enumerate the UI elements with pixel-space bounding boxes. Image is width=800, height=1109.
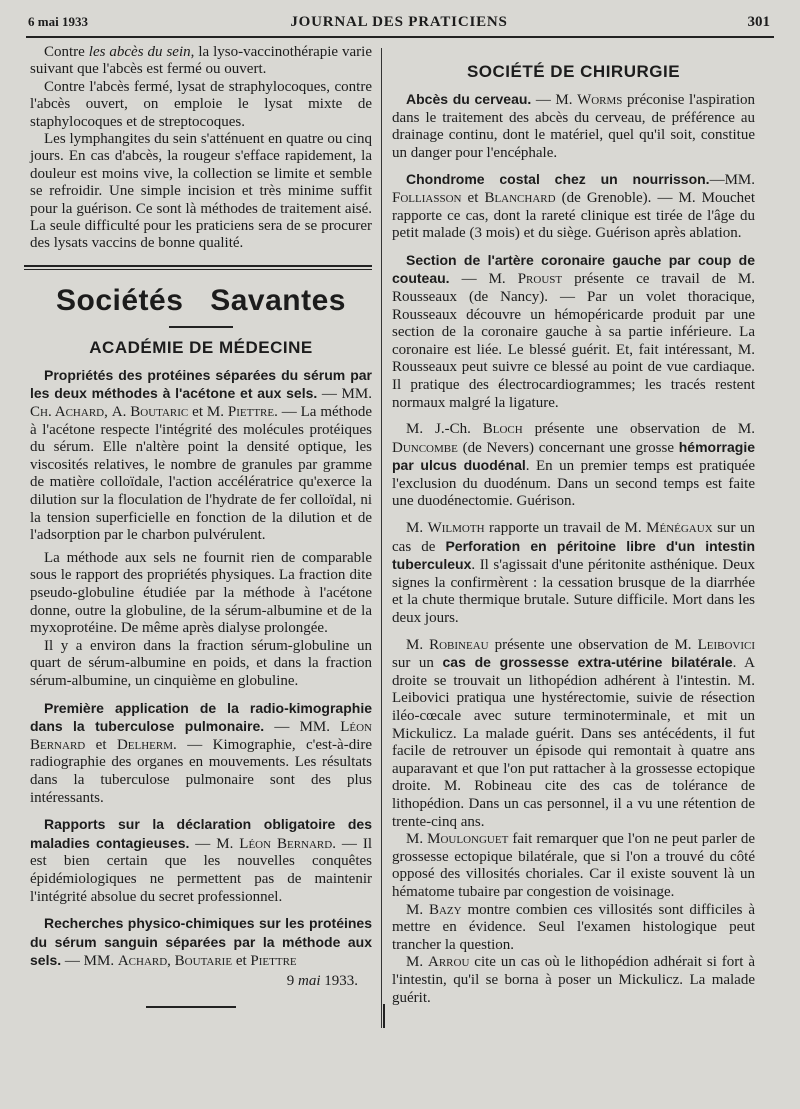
author-name: Boutarie xyxy=(174,953,233,970)
article-proteines-para3: Il y a environ dans la fraction sérum-globuline un quart de sérum-albumine en poids, et dans la fraction sérum-albumine, un cinquième en globuline. xyxy=(30,637,372,689)
text-run: M. xyxy=(406,901,429,918)
text-run: M. xyxy=(406,636,430,653)
article-heading: Première application de la radio-kimographie dans la tuberculose pulmonaire. xyxy=(30,699,372,735)
article-end-rule xyxy=(146,1006,236,1008)
author-name: Achard xyxy=(117,953,168,970)
header-journal-title: JOURNAL DES PRATICIENS xyxy=(290,14,508,30)
article-grossesse-extra-uterine xyxy=(392,637,755,832)
article-artere-coronaire xyxy=(392,252,755,412)
author-name: Bazy xyxy=(428,901,462,918)
intro-para-lymphangites: Les lymphangites du sein s'atténuent en quatre ou cinq jours. En cas d'abcès, la rougeur s'efface rapidement, la douleur est moins vive, la collection se limite et semble se refroidir. Une simple incision et très minime suffit pour la guérison. Ce sont là méthodes de traitement aisé. La seule difficulté pour les praticiens sera de se procurer des lysats vaccins de bonne qualité. xyxy=(30,131,372,252)
author-name: M. Piettre xyxy=(206,404,275,421)
text-run: rapporte un travail de M. xyxy=(484,520,647,537)
text-run: — M. xyxy=(531,92,578,108)
running-header xyxy=(28,14,770,36)
right-column xyxy=(392,44,755,1007)
article-heading: Propriétés des protéines séparées du sérum par les deux méthodes à l'acétone et aux sels. xyxy=(30,366,372,402)
text-run: Contre xyxy=(44,44,89,60)
article-body: préconise l'aspiration dans le traitement des abcès du cerveau, de préférence au drainage continu, dont le matériel, quel qu'il soit, constitue un danger pour l'encéphale. xyxy=(392,92,755,161)
text-run: sur un xyxy=(392,655,443,672)
text-run: (de Nevers) concernant une grosse xyxy=(457,439,679,456)
author-name: Ménégaux xyxy=(646,520,713,537)
header-page-number: 301 xyxy=(747,14,770,30)
text-run: — M. xyxy=(449,271,518,288)
author-name: Worms xyxy=(577,92,623,108)
article-heading: cas de grossesse extra-utérine bilatérale xyxy=(442,654,733,671)
text-run: M. xyxy=(406,954,428,971)
author-name: Arrou xyxy=(428,954,470,971)
comment-moulonguet xyxy=(392,831,755,901)
article-recherches-physico-chimiques xyxy=(30,915,372,971)
author-name: Leibovici xyxy=(697,636,755,653)
author-name: Delherm xyxy=(116,736,174,753)
intro-para-abces-sein xyxy=(30,44,372,79)
author-name: Léon Bernard xyxy=(239,835,333,852)
author-name: Robineau xyxy=(429,636,489,653)
text-run: , la lyso-vaccinothérapie varie suivant que l'abcès est fermé ou ouvert. xyxy=(30,44,373,78)
column-divider xyxy=(381,48,382,1028)
italic-month: mai xyxy=(298,972,321,989)
article-body: . — La méthode à l'acétone respecte l'intégrité des molécules protéiques du sérum. Elle n'altère point la densité optique, les viscosités relatives, le nombre de granules par gramme de matière colloïdale, l'action accélératrice qu'exerce la dilution sur la floculation de l'hydrate de fer colloïdal, ni la tension superficielle en fonction de la dilution et de l'adsorption par le charbon pulvérulent. xyxy=(30,404,372,544)
text-run: — MM. xyxy=(61,953,118,970)
header-rule xyxy=(26,36,774,38)
article-body: présente ce travail de M. Rousseaux (de Nancy). — Par un volet thoracique, Rousseaux découvre un hémopéricarde produit par une section de la coronaire gauche à sa partie inférieure. La coronaire est liée. Le blessé guérit. Et, fait intéressant, M. Rousseaux peut suivre ce blessé au point de vue cardiaque. Il pratique des électrocardiogrammes; les tracés restent normaux malgré la ligature. xyxy=(392,271,755,411)
subsection-title-academie: ACADÉMIE DE MÉDECINE xyxy=(89,337,313,357)
text-run: présente une observation de M. xyxy=(488,636,698,653)
article-heading: Chondrome costal chez un nourrisson. xyxy=(406,171,710,188)
text-run: — MM. xyxy=(317,386,372,403)
article-body: . A droite se trouvait un lithopédion adhérent à l'intestin. M. Leibovici pratiqua une hystérectomie, suivie de résection iléo-cœcale avec suture terminoterminale, et mit un Mickulicz. La malade guérit. Dans ses antécédents, il fut facile de retrouver un épisode qui remontait à quatre ans auparavant et que l'on put rattacher à la grossesse ectopique droite. M. Robineau cite des cas de tolérance de lithopédion. Dans un cas personnel, il a vu une rétention de trente-cinq ans. xyxy=(392,655,755,830)
article-proteines-para2: La méthode aux sels ne fournit rien de comparable sous le rapport des propriétés physiques. La fraction dite pseudo-globuline étudiée par la méthode à l'acétone donne, outre la globuline, de la sérum-albumine et de la myxoprotéine. De même après dialyse prolongée. xyxy=(30,549,372,637)
text-run: et xyxy=(85,736,117,753)
article-body: fait remarquer que l'on ne peut parler de grossesse ectopique bilatérale, que si l'on a trouvé du côté opposé des villosités choriales. Car il existe souvent là un hématome tubaire par congestion de voisinage. xyxy=(392,831,755,900)
author-name: Blanchard xyxy=(484,189,556,206)
article-heading: hémorragie par ulcus duodénal xyxy=(392,438,755,474)
author-name: A. Boutaric xyxy=(111,404,189,421)
comment-bazy xyxy=(392,902,755,955)
author-name: Duncombe xyxy=(392,439,458,456)
author-name: Wilmoth xyxy=(427,520,485,537)
article-heading: Rapports sur la déclaration obligatoire des maladies contagieuses. xyxy=(30,816,372,851)
article-body: montre combien ces villosités sont difficiles à mettre en évidence. Seul l'examen histologique peut trancher la question. xyxy=(392,901,755,953)
text-run: , xyxy=(167,953,175,970)
article-heading: Abcès du cerveau. xyxy=(406,91,532,107)
left-column xyxy=(30,44,372,1008)
author-name: Moulonguet xyxy=(427,831,509,848)
article-body: cite un cas où le lithopédion adhérait si fort à l'intestin, qu'il se borna à poser un Mickulicz. La malade guérit. xyxy=(392,954,755,1006)
dateline-signature xyxy=(30,973,372,990)
text-run: M. xyxy=(406,831,428,848)
author-name: Ch. Achard xyxy=(30,404,105,421)
article-declaration-obligatoire xyxy=(30,816,372,906)
author-name: Léon Bernard xyxy=(30,719,372,753)
header-date: 6 mai 1933 xyxy=(28,14,88,29)
text-run: et xyxy=(188,404,207,421)
text-run: 9 xyxy=(286,972,298,989)
article-radio-kimographie xyxy=(30,700,372,808)
article-proteines xyxy=(30,367,372,545)
article-chondrome-costal xyxy=(392,171,755,242)
text-run: — MM. xyxy=(264,719,341,736)
article-hemorragie-ulcus xyxy=(392,421,755,511)
author-name: Proust xyxy=(517,271,563,288)
column-divider-end-mark xyxy=(383,1004,385,1028)
author-name: Folliasson xyxy=(392,189,462,206)
section-title-societe-chirurgie: SOCIÉTÉ DE CHIRURGIE xyxy=(466,62,681,81)
text-run: et xyxy=(232,953,251,970)
article-body: . — Kimographie, c'est-à-dire radiographie des organes en mouvements. Les résultats dans la tuberculose pulmonaire sont des plus intéressants. xyxy=(30,736,373,806)
italic-term: les abcès du sein xyxy=(88,44,191,60)
title-underline xyxy=(169,326,233,328)
text-run: 1933. xyxy=(320,972,358,989)
article-perforation-peritoine xyxy=(392,520,755,628)
text-run: et xyxy=(461,189,485,206)
article-body: . Il s'agissait d'une péritonite asthénique. Deux signes la confirmèrent : la cessation brusque de la diarrhée et la chute thermique brutale. Suture difficile. Mort dans les deux jours. xyxy=(392,557,755,627)
article-abces-cerveau xyxy=(392,91,755,162)
author-name: Bloch xyxy=(482,421,523,438)
article-heading: Recherches physico-chimiques sur les protéines du sérum sanguin séparées par la méthode aux sels. xyxy=(30,915,372,969)
text-run: — M. xyxy=(189,835,240,852)
comment-arrou xyxy=(392,954,755,1007)
text-run: sur un cas de xyxy=(392,520,755,555)
article-body: . — Il est bien certain que les nouvelles conquêtes épidémiologiques ne permettent pas de maintenir l'intégrité absolue du secret professionnel. xyxy=(30,835,373,905)
article-body: (de Grenoble). — M. Mouchet rapporte ce cas, dont la rareté clinique est tirée de l'âge du petit malade (3 mois) et du siège. Guérison après ablation. xyxy=(392,189,756,242)
text-run: , xyxy=(104,404,112,421)
author-name: Piettre xyxy=(250,953,297,970)
text-run: —MM. xyxy=(709,172,755,189)
text-run: M. xyxy=(406,520,428,537)
text-run: M. J.-Ch. xyxy=(406,421,483,438)
article-body: . En un premier temps est pratiquée l'exclusion du duodénum. Dans un second temps est faite une duodénectomie. Guérison. xyxy=(392,458,755,510)
article-heading: Section de l'artère coronaire gauche par coup de couteau. xyxy=(392,251,755,287)
text-run: présente une observation de M. xyxy=(522,421,755,438)
intro-para-lysat: Contre l'abcès fermé, lysat de straphylocoques, contre l'abcès ouvert, on emploie le lysat mixte de staphylocoques et de streptocoques. xyxy=(30,78,372,130)
article-heading: Perforation en péritoine libre d'un intestin tuberculeux xyxy=(392,537,755,573)
section-double-rule xyxy=(24,265,372,270)
section-title-societes-savantes: Sociétés Savantes xyxy=(56,283,346,317)
